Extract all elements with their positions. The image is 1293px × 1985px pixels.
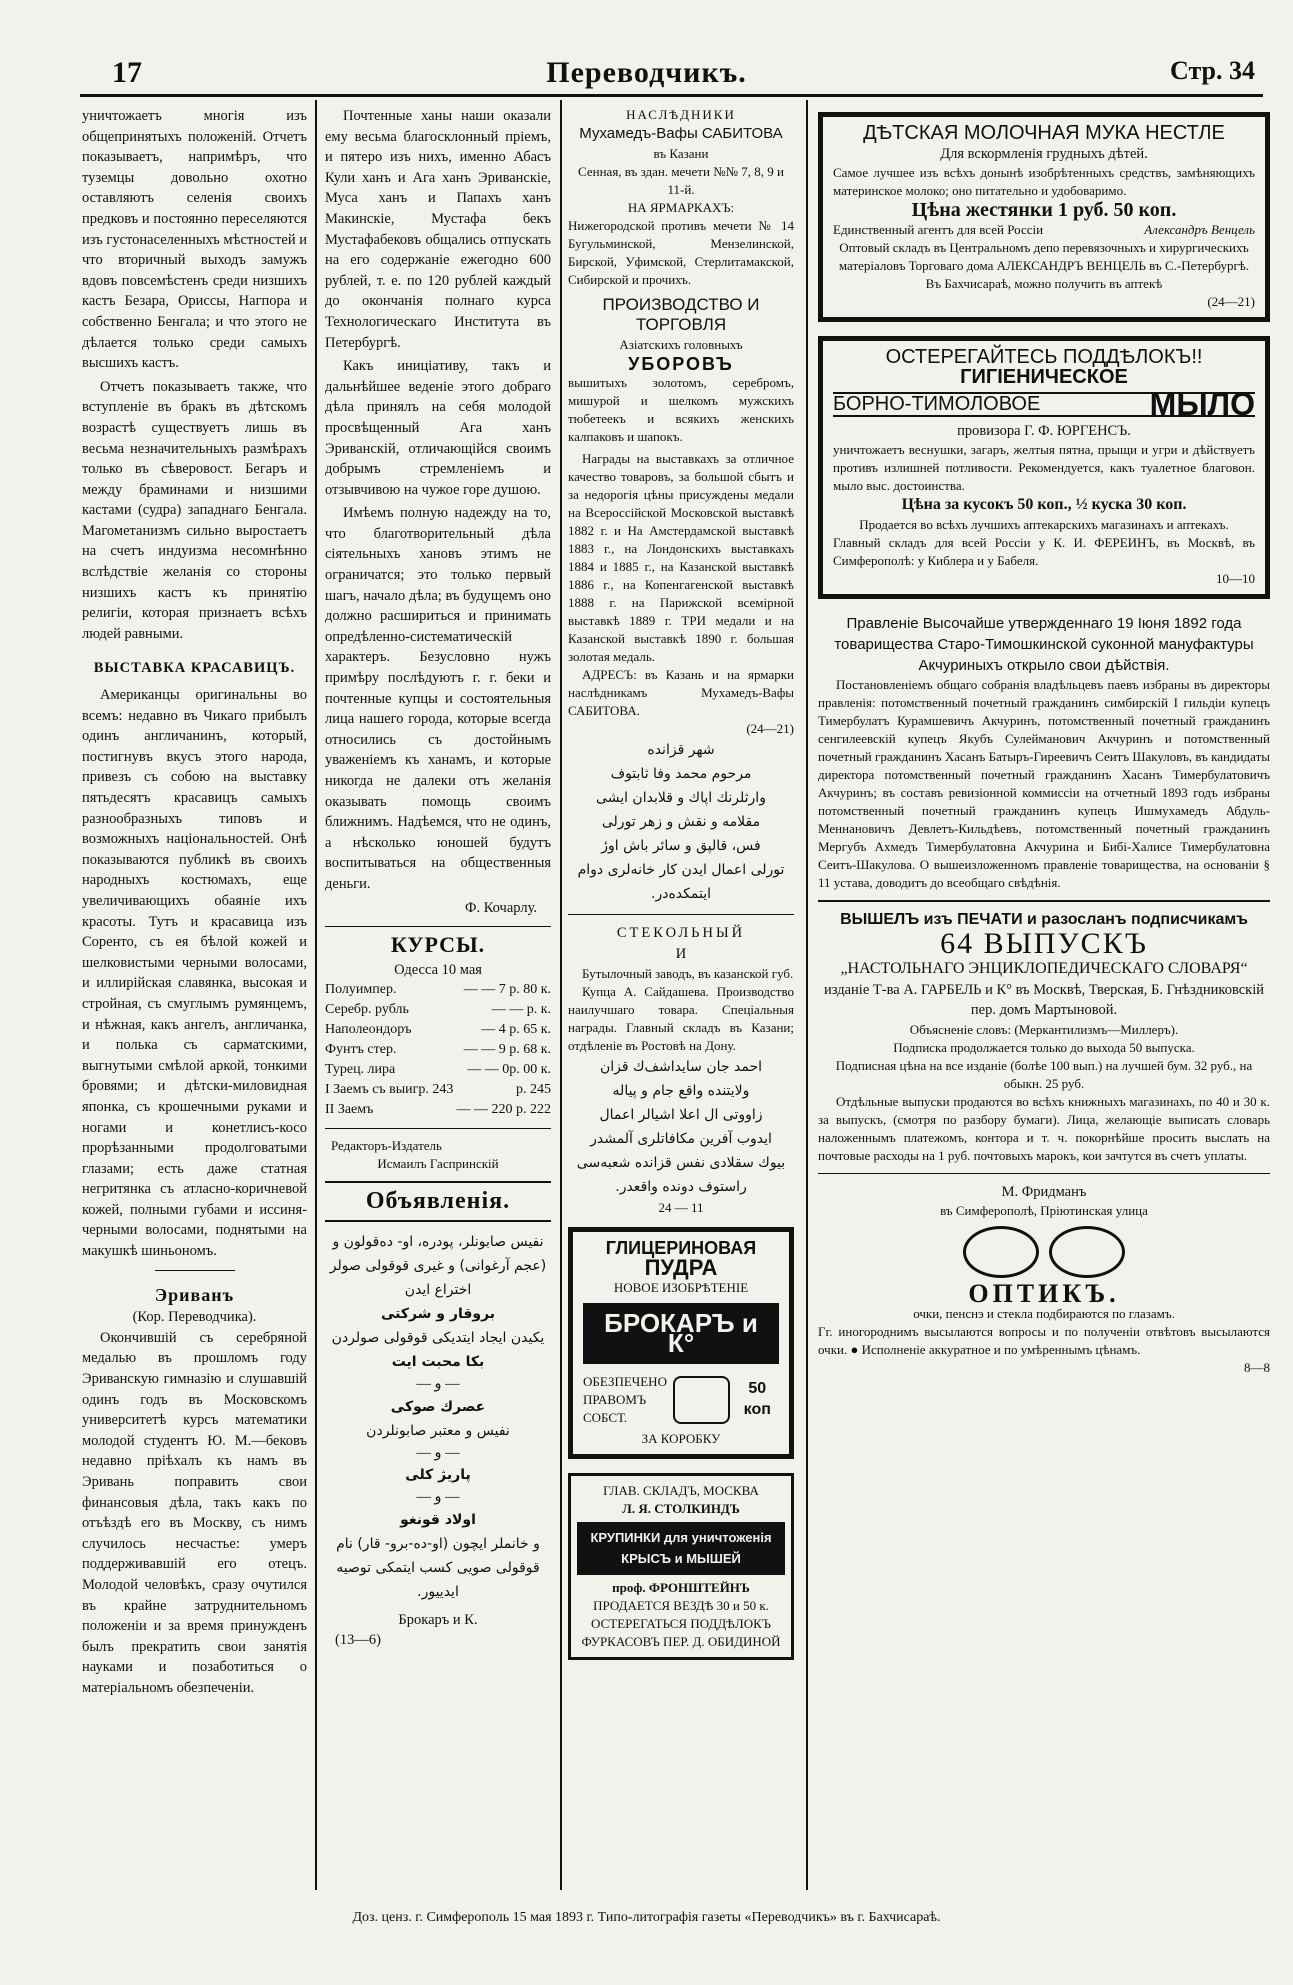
table-row: [325, 1100, 551, 1120]
table-row: [325, 1000, 551, 1020]
ad-title: ОСТЕРЕГАЙТЕСЬ ПОДДѢЛОКЪ!!: [885, 345, 1203, 368]
ad-text-arabic: عصرك صوکی: [390, 1398, 486, 1415]
ad-text: уничтожаетъ веснушки, загаръ, желтыя пятна, прыщи и угри и дѣйствуетъ противъ излишней потливости. Рекомендуется, какъ туалетное благовон. мыло выс. достоинства.: [833, 442, 1255, 494]
ad-subtitle: Азіатскихъ головныхъ: [619, 336, 743, 352]
rate-value: — — 9 р. 68 к.: [463, 1042, 551, 1058]
ad-fairs-heading: НА ЯРМАРКАХЪ:: [627, 199, 735, 215]
ad-title: ПУДРА: [644, 1255, 718, 1281]
divider: [325, 1128, 551, 1129]
rates-title: КУРСЫ.: [390, 932, 486, 958]
ad-text-arabic: مرحوم محمد وفا ثابتوف: [610, 766, 752, 783]
ad-code: 8—8: [1244, 1359, 1270, 1375]
imprint-footer: Доз. ценз. г. Симферополь 15 мая 1893 г. Типо-литографія газеты «Переводчикъ» въ г. Бахчисараѣ.: [352, 1910, 941, 1925]
advertiser-name: Брокаръ и К.: [398, 1611, 478, 1628]
author-signature: Ф. Кочарлу.: [465, 899, 537, 916]
ad-title: ГИГІЕНИЧЕСКОЕ: [960, 366, 1128, 389]
soap-ad: [818, 336, 1270, 599]
ad-text: Отдѣльные выпуски продаются во всѣхъ книжныхъ магазинахъ, по 40 и 30 к. за выпускъ, (смотря по разбору бумаги). Лица, желающіе выписать словарь наложеннымъ платежомъ, контора и т. ч. покорнѣйше просить выслать на почтовые расходы на 1 руб. почтовыхъ марокъ, кои зачтутся въ счетъ уплаты.: [818, 1093, 1270, 1163]
rate-value: — — 0р. 00 к.: [467, 1062, 551, 1078]
ad-code: 10—10: [1216, 570, 1255, 586]
ad-text: очки, пенснэ и стекла подбираются по глазамъ.: [913, 1305, 1175, 1321]
ad-text: Купца А. Сайдашева. Производство наилучшаго товара. Спеціальныя награды. Главный складъ въ Казани; отдѣленіе въ Ростовѣ на Дону.: [568, 983, 794, 1053]
ad-text-arabic: زاووتی ال اعلا اشیالر اعمال: [599, 1106, 763, 1123]
ad-banner: КРУПИНКИ для уничтоженія КРЫСЪ и МЫШЕЙ: [577, 1522, 785, 1575]
article-text: Окончившій съ серебряной медалью въ прошломъ году Эриванскую гимназію и слушавшій одинъ годъ въ Московскомъ университетѣ курсъ математики молодой студентъ Ю. М.—бековъ недавно пріѣхалъ къ намъ въ Эривань поправить свои финансовыя дѣла, такъ какъ по отъѣздѣ его въ Москву, съ нимъ случилось несчастье: умеръ поддерживавшій его отецъ. Молодой человѣкъ, сразу очутился въ крайне затруднительномъ положеніи и за время принужденъ былъ прекратить свои занятія науками и позаботиться о матеріальномъ обезпеченіи.: [82, 1329, 307, 1696]
divider: [325, 1181, 551, 1183]
ad-text: ГЛАВ. СКЛАДЪ, МОСКВА: [603, 1482, 759, 1498]
ad-text: Самое лучшее изъ всѣхъ донынѣ изобрѣтенныхъ средствъ, замѣняющихъ материнское молоко; оно питательно и удобоваримо.: [833, 165, 1255, 199]
column-2: [325, 106, 551, 1916]
rate-value: — — 7 р. 80 к.: [463, 982, 551, 998]
ad-text-arabic: بکا محبت ایت: [391, 1353, 485, 1370]
article-heading: Эриванъ: [154, 1284, 235, 1305]
table-row: [325, 1080, 551, 1100]
page-number: Стр. 34: [1170, 56, 1255, 85]
rate-value: — — р. к.: [491, 1002, 551, 1018]
powder-box-icon: [673, 1376, 730, 1424]
rate-name: Фунтъ стер.: [325, 1042, 397, 1058]
ad-address: АДРЕСЪ: въ Казань и на ярмарки наслѣдникамъ Мухамедъ-Вафы САБИТОВА.: [568, 667, 794, 719]
ad-text: Л. Я. СТОЛКИНДЪ: [622, 1500, 740, 1516]
ad-price: Цѣна жестянки 1 руб. 50 коп.: [911, 199, 1177, 222]
ad-title: М. Фридманъ: [1001, 1183, 1087, 1200]
column-4: [818, 106, 1270, 1916]
article-heading: ВЫСТАВКА КРАСАВИЦЪ.: [93, 660, 296, 677]
divider: [818, 900, 1270, 902]
ad-company: Мухамедъ-Вафы САБИТОВА: [579, 125, 783, 142]
ad-text: Бутылочный заводъ, въ казанской губ.: [582, 965, 794, 981]
column-divider: [806, 100, 808, 1890]
ad-city: въ Казани: [653, 145, 709, 161]
column-divider: [560, 100, 562, 1890]
ad-text: Продается во всѣхъ лучшихъ аптекарскихъ магазинахъ и аптекахъ.: [859, 516, 1229, 532]
rates-table: [325, 980, 551, 1120]
ad-text-arabic: اولاد قونغو: [400, 1511, 476, 1528]
ad-text: Единственный агентъ для всей Россіи: [833, 221, 1044, 237]
ad-code: 24 — 11: [658, 1199, 704, 1215]
ad-title: БОРНО-ТИМОЛОВОЕ: [833, 392, 1041, 415]
ad-text-arabic: تورلی اعمال ایدن کار خانه‌لری دوام ایتمکده‌در.: [577, 862, 785, 903]
rate-name: Турец. лира: [325, 1062, 396, 1078]
ad-title: СТЕКОЛЬНЫЙ: [616, 925, 746, 942]
ad-text-arabic: احمد جان سایداشف‌ك قزان: [599, 1058, 763, 1075]
ad-title: ВЫШЕЛЪ изъ ПЕЧАТИ и разосланъ подписчикамъ: [840, 910, 1248, 928]
divider: [325, 926, 551, 927]
header-rule: [80, 94, 1263, 97]
ad-title: „НАСТОЛЬНАГО ЭНЦИКЛОПЕДИЧЕСКАГО СЛОВАРЯ“: [840, 959, 1248, 977]
ad-text-arabic: نفیس صابونلر، پودره، او- دە‌قولون و (عجم آرغوانی) و غیری قوقولی صولر اختراع ایدن: [329, 1233, 547, 1298]
ad-title: ПРОИЗВОДСТВО И ТОРГОВЛЯ: [602, 294, 760, 335]
column-1: [82, 106, 307, 1916]
rate-name: I Заемъ съ выигр. 243: [325, 1082, 454, 1098]
ad-address: въ Симферополѣ, Пріютинская улица: [940, 1203, 1148, 1219]
ad-text: ОСТЕРЕГАТЬСЯ ПОДДѢЛОКЪ: [591, 1616, 771, 1632]
divider: [155, 1270, 235, 1271]
table-row: [325, 980, 551, 1000]
ad-code: (24—21): [1207, 293, 1255, 309]
ad-text: ЗА КОРОБКУ: [641, 1430, 721, 1446]
ad-title: МЫЛО: [1149, 385, 1255, 422]
powder-ad: [568, 1227, 794, 1459]
divider: [568, 914, 794, 915]
rates-subtitle: Одесса 10 мая: [394, 961, 482, 978]
divider: [818, 1173, 1270, 1174]
ad-text-arabic: و خانملر ایچون (او-دە-برو- قار) نام قوقولی صویی کسب ایتمکی توصیه ایدییور.: [336, 1535, 540, 1600]
ad-code: (13—6): [335, 1632, 381, 1649]
rate-value: р. 245: [516, 1082, 551, 1098]
table-row: [325, 1020, 551, 1040]
dash-separator: — و —: [416, 1489, 460, 1506]
nestle-ad: [818, 112, 1270, 322]
ad-text: Подписка продолжается только до выхода 50 выпуска.: [893, 1039, 1195, 1055]
column-divider: [315, 100, 317, 1890]
ad-title: И: [675, 945, 687, 962]
rate-name: Серебр. рубль: [325, 1002, 409, 1018]
ad-text-arabic: ایدوب آفرین مکافاتلری آلمشدر: [590, 1130, 772, 1147]
ads-title: Объявленія.: [365, 1188, 511, 1215]
editor-label: Редакторъ-Издатель: [331, 1138, 442, 1154]
ad-text: проф. ФРОНШТЕЙНЪ: [612, 1580, 750, 1596]
ad-text: ОБЕЗПЕЧЕНО ПРАВОМЪ СОБСТ.: [583, 1373, 667, 1425]
rate-name: Полуимпер.: [325, 982, 397, 998]
ad-fairs: Нижегородской противъ мечети № 14 Бугульминской, Мензелинской, Бирской, Уфимской, Стерлитамакской, Сибирской и прочихъ.: [568, 217, 794, 287]
ad-text-arabic: بروقار و شرکتی: [380, 1305, 496, 1322]
ad-text-arabic: وارثلرنك اپاك و قلابدان ایشی: [596, 790, 766, 807]
brand-banner: БРОКАРЪ и К°: [583, 1303, 779, 1364]
ad-title: ДѢТСКАЯ МОЛОЧНАЯ МУКА НЕСТЛЕ: [863, 122, 1225, 144]
agent-signature: Александръ Венцель: [1144, 221, 1255, 237]
article-text: Какъ иниціативу, такъ и дальнѣйшее веденіе этого добраго дѣла принялъ на себя молодой просвѣщенный Ага ханъ Эриванскій, отличающійся своимъ добрымъ стремленіемъ и отзывчивою на чужое горе душою.: [325, 358, 551, 498]
dash-separator: — و —: [416, 1444, 460, 1461]
rate-value: — 4 р. 65 к.: [481, 1022, 551, 1038]
ad-title: ГЛИЦЕРИНОВАЯ: [605, 1237, 757, 1258]
ad-code: (24—21): [746, 721, 794, 737]
eyeglasses-icon: [818, 1226, 1270, 1278]
ad-text: Объясненіе словъ: (Меркантилизмъ—Миллеръ).: [909, 1021, 1179, 1037]
ad-text: Подписная цѣна на все изданіе (болѣе 100 вып.) на лучшей бум. 32 руб., на обыкн. 25 руб.: [835, 1057, 1253, 1091]
ad-text: Оптовый складъ въ Центральномъ депо перевязочныхъ и хирургическихъ матеріаловъ Торговаго дома АЛЕКСАНДРЪ ВЕНЦЕЛЬ въ С.-Петербургѣ.: [838, 239, 1250, 273]
ad-text-arabic: ولایتنده واقع جام و پیاله: [612, 1082, 750, 1099]
ad-title: 64 ВЫПУСКЪ: [940, 927, 1148, 961]
ad-title: ОПТИКЪ.: [968, 1279, 1120, 1309]
article-subheading: (Кор. Переводчика).: [132, 1309, 257, 1326]
ad-text-arabic: نفیس و معتبر صابونلردن: [366, 1422, 510, 1439]
ad-subtitle: Для вскормленія грудныхъ дѣтей.: [940, 145, 1148, 162]
ad-price: 50 коп: [743, 1380, 771, 1418]
divider: [325, 1220, 551, 1222]
rat-poison-ad: [568, 1473, 794, 1660]
ad-text: изданіе Т-ва А. ГАРБЕЛЬ и К° въ Москвѣ, Тверская, Б. Гнѣздниковскій пер. домъ Мартыновой.: [824, 981, 1264, 1019]
ad-address: Сенная, въ здан. мечети №№ 7, 8, 9 и 11-й.: [578, 163, 784, 197]
table-row: [325, 1040, 551, 1060]
ad-heading: НАСЛѢДНИКИ: [626, 107, 736, 122]
article-text: Американцы оригинальны во всемъ: недавно въ Чикаго прибылъ одинъ англичанинъ, который, постигнувъ вкусъ этого народа, привезъ съ собою на выставку пятьдесятъ красавицъ самыхъ разнообразныхъ типовъ и возможныхъ національностей. Онѣ показываются публикѣ въ своихъ народныхъ костюмахъ, еще увеличивающихъ обаяніе ихъ красоты. Тутъ и красавица изъ Соренто, съ ея бѣлой кожей и шелковистыми черными волосами, и иллирійская славянка, высокая и стройная, съ смуглымъ румянцемъ, и нѣжная, какъ ангелъ, англичанка, и полька съ сарматскими, выгнутыми смѣлой аркой, тонкими бровями; и дѣтски-миловидная японка, съ крошечными руками и ногами и конетлисъ-косо прорѣзанными продолговатыми глазами; есть даже статная негритянка съ атласно-коричневой кожей, полными губами и иссиня-черными волосами, поднятыми на макушкѣ шиньономъ.: [82, 687, 307, 1260]
ad-text: ФУРКАСОВЪ ПЕР. Д. ОБИДИНОЙ: [581, 1634, 781, 1650]
ad-text: Главный складъ для всей Россіи у К. И. ФЕРЕИНЪ, въ Москвѣ, въ Симферополѣ: у Киблера и у Бабеля.: [833, 534, 1255, 568]
article-text: Почтенные ханы наши оказали ему весьма благосклонный пріемъ, и пятеро изъ нихъ, именно Абасъ Кули ханъ и Ага ханъ Эриванскіе, Муса ханъ и Папахъ ханъ Макинскіе, Мустафа бекъ Мустафабековъ общались отпускать на его содержаніе ежегодно 600 рублей, т. е. по 120 рублей каждый до окончанія полнаго курса Технологическаго Института въ Петербургѣ.: [325, 108, 551, 351]
ad-text: ПРОДАЕТСЯ ВЕЗДѢ 30 и 50 к.: [593, 1598, 769, 1614]
ad-text-arabic: مقلامه و نقش و زهر تورلی: [601, 814, 761, 831]
notice-heading: Правленіе Высочайше утвержденнаго 19 Іюня 1892 года товарищества Старо-Тимошкинской суконной мануфактуры Акчуриныхъ открыло свои дѣйствія.: [834, 614, 1254, 674]
ad-subtitle: НОВОЕ ИЗОБРѢТЕНІЕ: [613, 1279, 749, 1295]
article-text: уничтожаетъ многія изъ общепринятыхъ положеній. Отчетъ показываетъ, напримѣръ, что туземцы довольно охотно оставляютъ селенія своихъ предковъ и постоянно переселяются изъ густонаселенныхъ мѣстностей и что вторичный выходъ замужъ вдовъ повсемѣстенъ среди низшихъ кастъ Безара, Ориссы, Нагпора и собственно Бенгала; и что этого не дѣлается только среди самыхъ высшихъ кастъ.: [82, 108, 307, 372]
ad-text: Награды на выставкахъ за отличное качество товаровъ, за большой сбытъ и за недорогія цѣны присуждены медали на Всероссійской Московской выставкѣ 1882 г. и На Амстердамской выставкѣ 1883 г., на Лондонскихъ выставкахъ 1884 и 1885 г., на Казанской выставкѣ 1886 г., на Копенгагенской выставкѣ 1888 г. на Парижской всемірной выставкѣ 1889 г. ТРИ медали и на Казанской выставкѣ 1890 г. большая золотая медаль.: [568, 451, 794, 665]
ad-text: Въ Бахчисараѣ, можно получить въ аптекѣ: [925, 275, 1163, 291]
issue-number: 17: [112, 56, 142, 89]
ad-title: УБОРОВЪ: [628, 353, 734, 374]
ad-text-arabic: بیوك سقلادی نفس قزانده شعبه‌سی راستوف دونده واقعدر.: [576, 1154, 786, 1195]
ad-price: Цѣна за кусокъ 50 коп., ½ куска 30 коп.: [901, 496, 1187, 514]
ad-subtitle: провизора Г. Ф. ЮРГЕНСЪ.: [957, 422, 1131, 439]
article-text: Имѣемъ полную надежду на то, что благотворительный дѣла сіятельныхъ хановъ этимъ не ограничатся; это только первый шагъ, начало дѣла; въ будущемъ оно должно расшириться и принимать опредѣленно-систематическій характеръ. Безусловно нужъ примѣру послѣдуютъ г. г. беки и почтенные купцы и состоятельныя лица нашего города, которые всегда относились съ достойнымъ уваженіемъ къ ханамъ, и которые никогда не далеки отъ желанія оказывать помощь своимъ ближнимъ. Надѣемся, что не одинъ, а нѣсколько юношей будутъ воспитываться на общественныя деньги.: [325, 505, 551, 892]
ad-text-arabic: یکیدن ایجاد ایتدیکی قوقولی صولردن: [331, 1329, 545, 1346]
ad-text-arabic: پاریژ کلی: [405, 1467, 471, 1484]
column-3: [568, 106, 794, 1916]
rate-name: Наполеондоръ: [325, 1022, 412, 1038]
notice-text: Постановленіемъ общаго собранія владѣльцевъ паевъ избраны въ директоры правленія: потомственный почетный гражданинъ симбирскій I гильдіи купецъ Тимербулатъ Курамшевичъ Акчуринъ, потомственный почетный гражданинъ сенгилеевскій купецъ Якубъ Сулейманович Акчуринъ и потомственный почетный гражданинъ Хасанъ Батыръ-Гиреевичъ Сеитъ Шакуловъ, въ кандидаты директора потомственный почетный гражданинъ Хасанъ Тимербулатовичъ Акчуринъ; въ составъ ревизіонной коммиссіи на отчетный 1893 годъ избраны потомственный почетный гражданинъ купецъ Ишмухамедъ Абдуль-Меннановичъ Девлетъ-Кильдѣевъ, потомственный почетный гражданинъ Мергубъ Ахмедъ Тимербулатовна Акчурина и Бибі-Халисе Тимербулатовна Сеитъ-Шакулова. О вышеизложенномъ правленіе товарищества, на основаніи § 11 устава, доводитъ до всеобщаго свѣдѣнія.: [818, 676, 1270, 890]
dash-separator: — و —: [416, 1375, 460, 1392]
ad-text: Гг. иногороднимъ высылаются вопросы и по полученіи отвѣтовъ высылаются очки. ● Исполненіе аккуратное и по умѣреннымъ цѣнамъ.: [818, 1323, 1270, 1357]
ad-text: вышитыхъ золотомъ, серебромъ, мишурой и шелкомъ мужскихъ тюбетеекъ и всякихъ женскихъ калпаковъ и шапокъ.: [568, 375, 794, 445]
ad-text-arabic: فس، قالپق و سائر باش اورٔ: [601, 838, 761, 855]
table-row: [325, 1060, 551, 1080]
article-text: Отчетъ показываетъ также, что вступленіе въ бракъ въ дѣтскомъ возрастѣ существуетъ лишь въ весьма незначительныхъ размѣрахъ только въ сѣверовост. Бегаръ и между браминами и низшими кастами (судра) западнаго Бенгала. Магометанизмъ сильно выростаетъ на счетъ индуизма несомнѣнно вслѣдствіе желанія со стороны низшихъ кастъ къ принятію религіи, которая признаетъ всѣхъ людей равными.: [82, 378, 307, 642]
rate-name: II Заемъ: [325, 1102, 374, 1118]
newspaper-title: Переводчикъ.: [546, 56, 747, 89]
rate-value: — — 220 р. 222: [456, 1102, 551, 1118]
ad-text-arabic: شهر قزانده: [647, 742, 715, 759]
editor-name: Исмаилъ Гаспринскій: [377, 1156, 499, 1172]
